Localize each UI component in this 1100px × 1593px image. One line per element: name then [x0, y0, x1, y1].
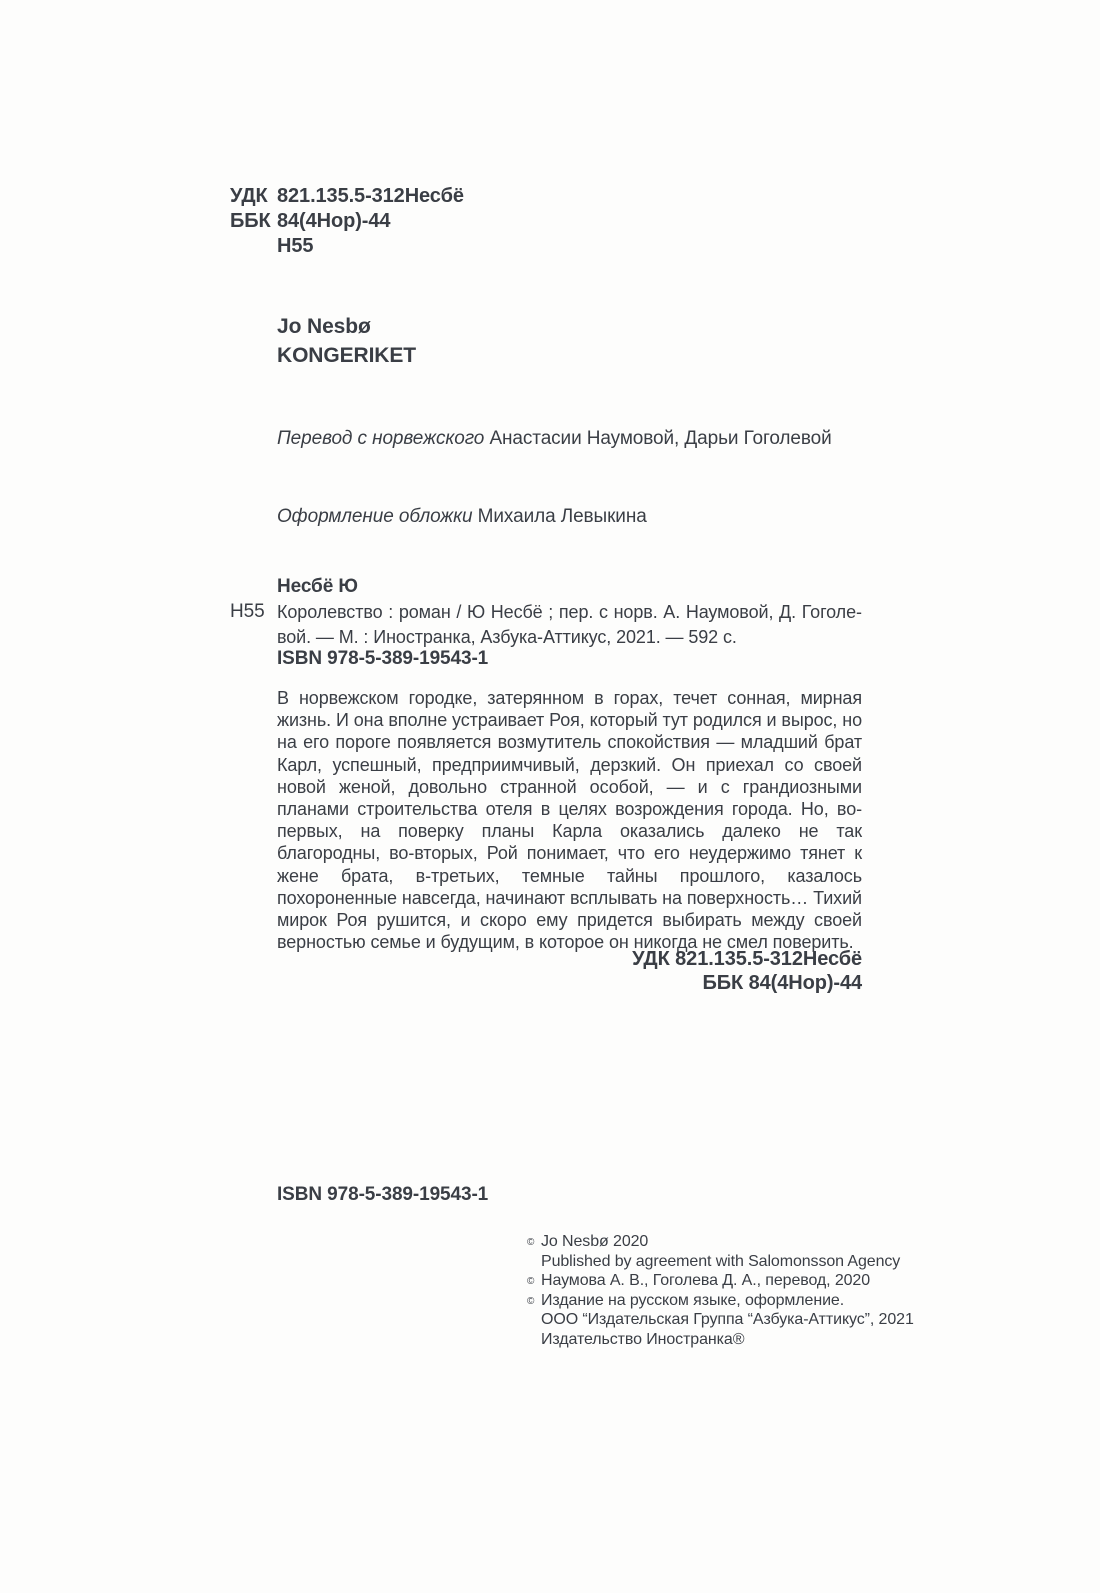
udk-label: УДК — [230, 185, 268, 207]
original-title-block — [277, 312, 416, 370]
copyright-text: Published by agreement with Salomonsson Agency — [541, 1252, 901, 1270]
book-annotation: В норвежском городке, затерянном в горах, течет сонная, мирная жизнь. И она вполне устраивает Роя, который тут родился и вырос, но на его пороге появляется возмутитель спокойствия — младший брат Карл, успешный, предприимчивый, дерзкий. Он приехал со своей новой женой, довольно странной особой, — и с грандиозными планами строительства отеля в целях возрождения города. Но, во-первых, на поверку планы Карла оказались далеко не так благородны, во-вторых, Рой понимает, что его неудержимо тянет к жене брата, в-третьих, темные тайны прошлого, казалось похороненные навсегда, начинают всплывать на поверхность… Тихий мирок Роя рушится, и скоро ему придется выбирать между своей верностью семье и будущим, в которое он никогда не смел поверить. — [277, 688, 862, 953]
isbn-bottom: ISBN 978-5-389-19543-1 — [277, 1184, 489, 1205]
cover-designer-name: Михаила Левыкина — [477, 506, 647, 527]
copyright-symbol: © — [527, 1276, 535, 1287]
cover-design-credit — [277, 506, 647, 528]
udk-value: 821.135.5-312Несбё — [277, 185, 464, 207]
catalog-entry-code: Н55 — [230, 601, 265, 622]
cover-role: Оформление обложки — [277, 506, 473, 527]
copyright-line — [527, 1291, 914, 1311]
original-title: KONGERIKET — [277, 344, 417, 367]
catalog-entry-author: Несбё Ю — [277, 576, 358, 597]
copyright-text: Издание на русском языке, оформление. — [541, 1291, 845, 1309]
original-author: Jo Nesbø — [277, 315, 371, 338]
author-code-spacer — [230, 234, 277, 259]
translation-credit — [277, 428, 832, 450]
copyright-line — [527, 1330, 914, 1350]
bbk-label: ББК — [230, 210, 271, 232]
bbk-line — [230, 209, 464, 234]
copyright-line — [527, 1271, 914, 1291]
copyright-symbol: © — [527, 1295, 535, 1307]
copyright-text: ООО “Издательская Группа “Азбука-Аттикус”, 2021 — [541, 1311, 914, 1328]
copyright-block — [527, 1232, 914, 1349]
bbk-value: 84(4Нор)-44 — [277, 210, 391, 232]
classification-codes-bottom — [632, 948, 862, 995]
udk-bottom-line: УДК 821.135.5-312Несбё — [632, 948, 862, 970]
copyright-line — [527, 1252, 914, 1272]
author-code-line — [230, 234, 464, 259]
catalog-entry-isbn: ISBN 978-5-389-19543-1 — [277, 648, 489, 669]
udk-line — [230, 184, 464, 209]
catalog-entry-description: Королевство : роман / Ю Несбё ; пер. с норв. А. Наумовой, Д. Гоголевой. — М. : Иностранка, Азбука-Аттикус, 2021. — 592 с. — [277, 602, 862, 647]
copyright-line — [527, 1232, 914, 1252]
translator-names: Анастасии Наумовой, Дарьи Гоголевой — [489, 428, 832, 449]
copyright-text: Издательство Иностранка® — [541, 1330, 745, 1348]
author-code: Н55 — [277, 235, 314, 257]
copyright-text: Наумова А. В., Гоголева Д. А., перевод, 2020 — [541, 1272, 871, 1289]
bbk-bottom-line: ББК 84(4Нор)-44 — [702, 971, 862, 994]
translation-role: Перевод с норвежского — [277, 428, 485, 449]
copyright-text: Jo Nesbø 2020 — [541, 1233, 649, 1250]
classification-codes-top — [230, 184, 464, 259]
copyright-symbol: © — [527, 1237, 535, 1248]
copyright-line — [527, 1310, 914, 1330]
